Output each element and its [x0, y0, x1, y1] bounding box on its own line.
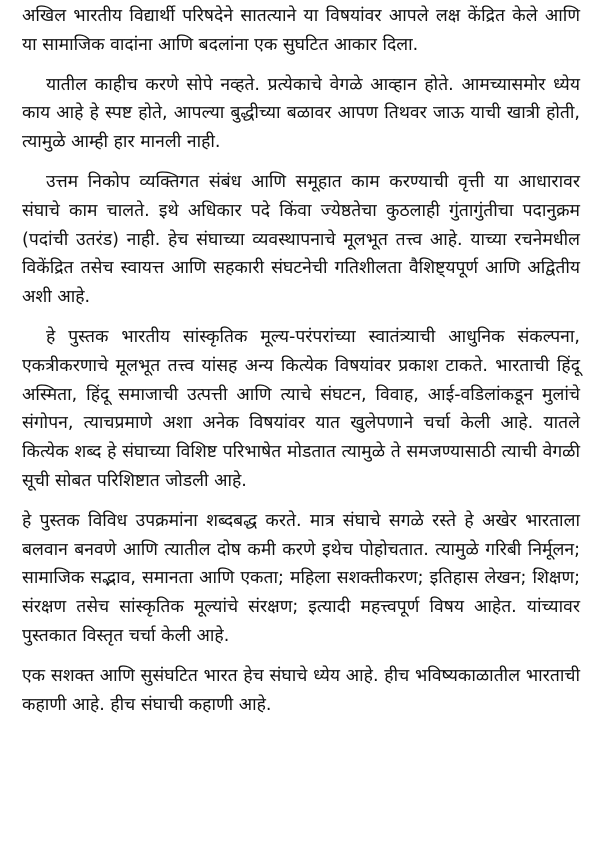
paragraph-2: यातील काहीच करणे सोपे नव्हते. प्रत्येकाचे वेगळे आव्हान होते. आमच्यासमोर ध्येय काय आहे हे स्पष्ट होते, आपल्या बुद्धीच्या बळावर आपण तिथवर जाऊ याची खात्री होती, त्यामुळे आम्ही हार मानली नाही. — [22, 74, 580, 153]
paragraph-1: अखिल भारतीय विद्यार्थी परिषदेने सातत्याने या विषयांवर आपले लक्ष केंद्रित केले आणि या सामाजिक वादांना आणि बदलांना एक सुघटित आकार दिला. — [22, 6, 580, 55]
document-page — [22, 2, 580, 730]
paragraph-3: उत्तम निकोप व्यक्तिगत संबंध आणि समूहात काम करण्याची वृत्ती या आधारावर संघाचे काम चालते. इथे अधिकार पदे किंवा ज्येष्ठतेचा कुठलाही गुंतागुंतीचा पदानुक्रम (पदांची उतरंड) नाही. हेच संघाच्या व्यवस्थापनाचे मूलभूत तत्त्व आहे. याच्या रचनेमधील विकेंद्रित तसेच स्वायत्त आणि सहकारी संघटनेची गतिशीलता वैशिष्ट्यपूर्ण आणि अद्वितीय अशी आहे. — [22, 171, 580, 308]
paragraph-6: एक सशक्त आणि सुसंघटित भारत हेच संघाचे ध्येय आहे. हीच भविष्यकाळातील भारताची कहाणी आहे. हीच संघाची कहाणी आहे. — [22, 665, 580, 715]
paragraph-4: हे पुस्तक भारतीय सांस्कृतिक मूल्य-परंपरांच्या स्वातंत्र्याची आधुनिक संकल्पना, एकत्रीकरणाचे मूलभूत तत्त्व यांसह अन्य कित्येक विषयांवर प्रकाश टाकते. भारताची हिंदू अस्मिता, हिंदू समाजाची उत्पत्ती आणि त्याचे संघटन, विवाह, आई-वडिलांकडून मुलांचे संगोपन, त्याचप्रमाणे अशा अनेक विषयांवर यात खुलेपणाने चर्चा केली आहे. यातले कित्येक शब्द हे संघाच्या विशिष्ट परिभाषेत मोडतात त्यामुळे ते समजण्यासाठी त्याची वेगळी सूची सोबत परिशिष्टात जोडली आहे. — [22, 326, 580, 491]
paragraph-5: हे पुस्तक विविध उपक्रमांना शब्दबद्ध करते. मात्र संघाचे सगळे रस्ते हे अखेर भारताला बलवान बनवणे आणि त्यातील दोष कमी करणे इथेच पोहोचतात. त्यामुळे गरिबी निर्मूलन; सामाजिक सद्भाव, समानता आणि एकता; महिला सशक्तीकरण; इतिहास लेखन; शिक्षण; संरक्षण तसेच सांस्कृतिक मूल्यांचे संरक्षण; इत्यादी महत्त्वपूर्ण विषय आहेत. यांच्यावर पुस्तकात विस्तृत चर्चा केली आहे. — [22, 510, 580, 646]
